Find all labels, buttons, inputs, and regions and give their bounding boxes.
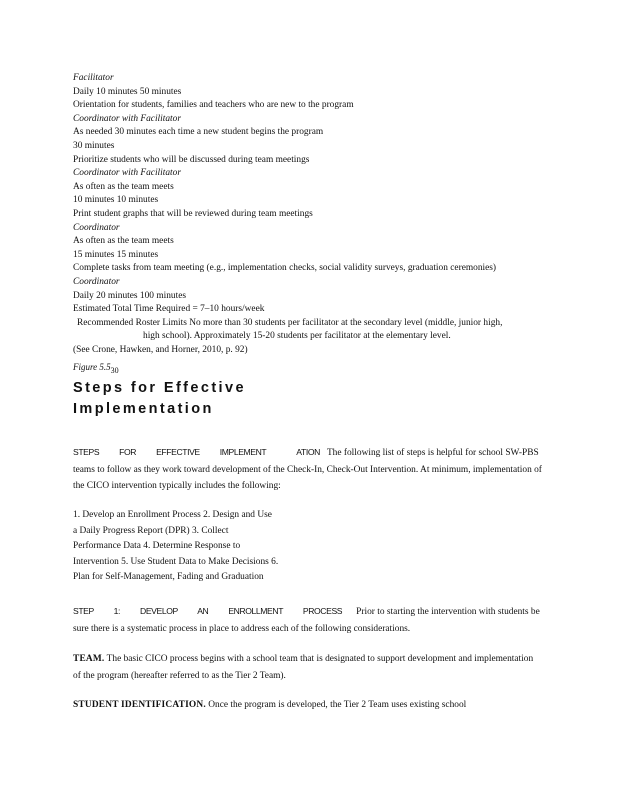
total-time-line: Estimated Total Time Required = 7–10 hours/week	[73, 304, 265, 315]
list-line: Performance Data 4. Determine Response to	[73, 541, 241, 551]
time-line: Daily 10 minutes 50 minutes	[73, 86, 182, 97]
figure-label: Figure 5.5	[73, 362, 111, 372]
roster-line-1: Recommended Roster Limits No more than 30 students per facilitator at the secondary level (middle, junior high,	[77, 317, 503, 328]
student-identification-label: STUDENT IDENTIFICATION.	[73, 700, 206, 710]
time-line: Daily 20 minutes 100 minutes	[73, 290, 187, 301]
time-line: 15 minutes 15 minutes	[73, 249, 159, 260]
time-line: 10 minutes 10 minutes	[73, 195, 159, 206]
task-line: Complete tasks from team meeting (e.g., implementation checks, social validity surveys, graduation ceremonies)	[73, 263, 497, 274]
role-line: Coordinator with Facilitator	[73, 168, 181, 179]
roster-line-2: high school). Approximately 15-20 students per facilitator at the elementary level.	[143, 331, 451, 342]
team-label: TEAM.	[73, 654, 105, 664]
figure-caption	[73, 362, 119, 375]
list-line: 1. Develop an Enrollment Process 2. Design and Use	[73, 510, 272, 520]
section-heading	[73, 378, 373, 420]
time-line: As often as the team meets	[73, 181, 174, 192]
time-line: 30 minutes	[73, 140, 115, 151]
steps-run-in-heading: STEPS FOR EFFECTIVE IMPLEMENT ATION	[73, 447, 320, 457]
task-line: Prioritize students who will be discussed during team meetings	[73, 154, 310, 165]
roster-limits	[73, 317, 547, 344]
team-paragraph	[73, 651, 543, 684]
time-line: As often as the team meets	[73, 236, 174, 247]
heading-line-2: Implementation	[73, 401, 214, 417]
time-line: As needed 30 minutes each time a new student begins the program	[73, 127, 324, 138]
steps-body: The following list of steps is helpful for school SW-PBS teams to follow as they work toward development of the Check-In, Check-Out Intervention. At minimum, implementation of the CICO intervention typically includes the following:	[73, 448, 542, 491]
team-body: The basic CICO process begins with a school team that is designated to support development and implementation of the program (hereafter referred to as the Tier 2 Team).	[73, 654, 534, 681]
list-line: a Daily Progress Report (DPR) 3. Collect	[73, 525, 229, 536]
role-line: Coordinator with Facilitator	[73, 113, 181, 124]
student-identification-body: Once the program is developed, the Tier 2 Team uses existing school	[208, 700, 467, 710]
role-line: Coordinator	[73, 276, 120, 287]
list-line: Plan for Self-Management, Fading and Graduation	[73, 572, 264, 582]
student-identification-paragraph	[73, 697, 543, 714]
step1-run-in-heading: STEP 1: DEVELOP AN ENROLLMENT PROCESS	[73, 606, 343, 616]
steps-paragraph	[73, 444, 543, 495]
citation: (See Crone, Hawken, and Horner, 2010, p. 92)	[73, 344, 248, 355]
step1-paragraph	[73, 603, 543, 637]
steps-list	[73, 508, 278, 586]
task-line: Orientation for students, families and teachers who are new to the program	[73, 100, 354, 111]
step1-body: Prior to starting the intervention with students be sure there is a systematic process in place to address each of the following considerations.	[73, 607, 540, 634]
figure-footnote-ref: 30	[110, 366, 119, 375]
list-line: Intervention 5. Use Student Data to Make Decisions 6.	[73, 556, 279, 567]
role-line: Coordinator	[73, 222, 120, 233]
task-line: Print student graphs that will be reviewed during team meetings	[73, 208, 313, 219]
heading-line-1: Steps for Effective	[73, 380, 246, 396]
time-requirements-table	[73, 72, 593, 357]
role-line: Facilitator	[73, 73, 114, 83]
